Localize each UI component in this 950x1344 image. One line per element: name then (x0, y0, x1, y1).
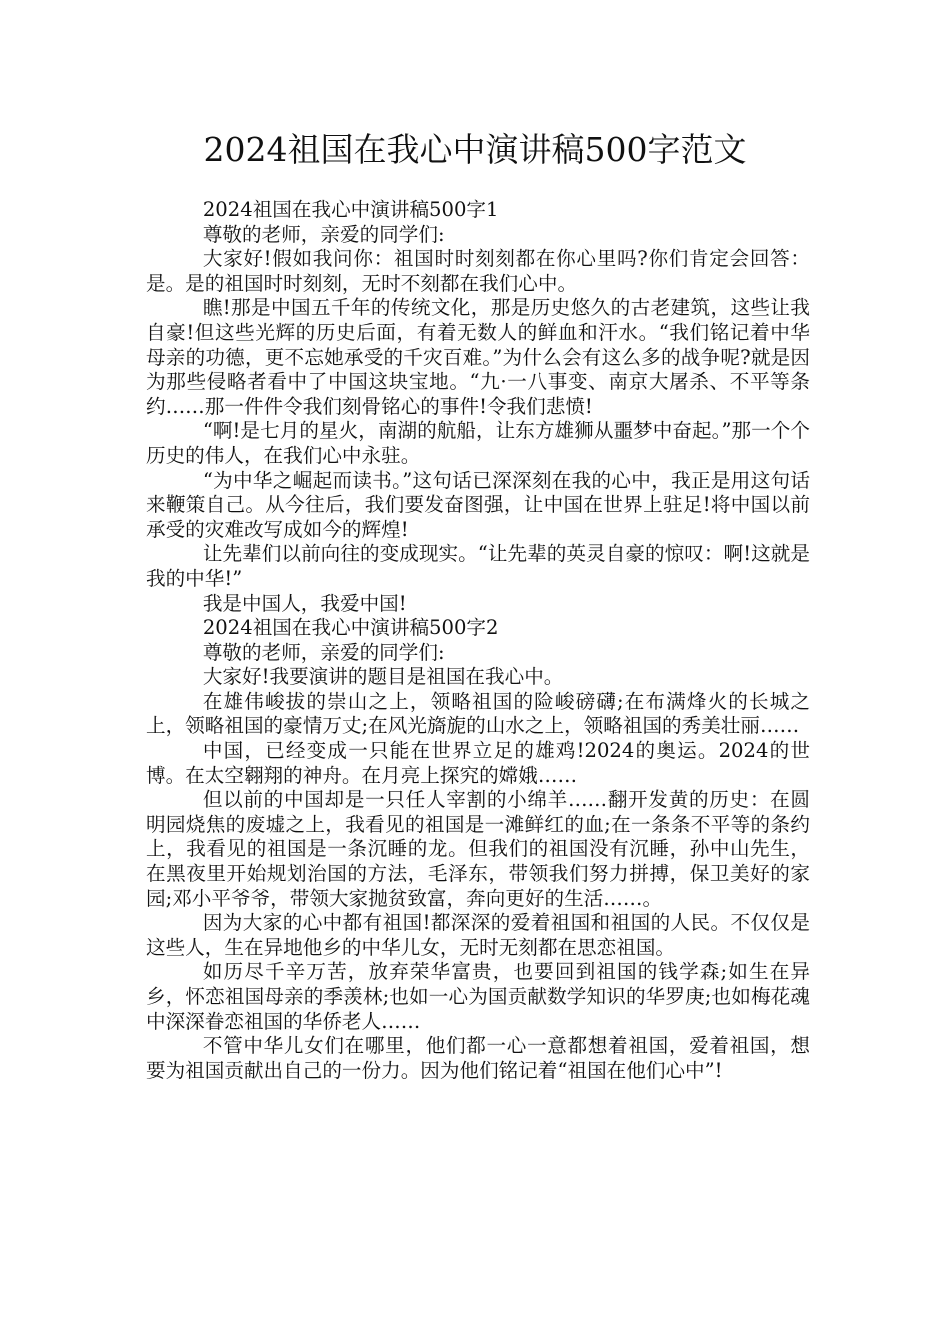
body-paragraph: 不管中华儿女们在哪里，他们都一心一意都想着祖国，爱着祖国，想要为祖国贡献出自己的一份力。因为他们铭记着“祖国在他们心中”! (146, 1034, 810, 1082)
body-paragraph: 大家好!我要演讲的题目是祖国在我心中。 (202, 665, 564, 689)
body-paragraph: 让先辈们以前向往的变成现实。“让先辈的英灵自豪的惊叹：啊!这就是我的中华!” (146, 542, 810, 590)
body-paragraph: 如历尽千辛万苦，放弃荣华富贵，也要回到祖国的钱学森;如生在异乡，怀恋祖国母亲的季羡林;也如一心为国贡献数学知识的华罗庚;也如梅花魂中深深眷恋祖国的华侨老人…… (146, 960, 810, 1033)
body-paragraph: “啊!是七月的星火，南湖的航船，让东方雄狮从噩梦中奋起。”那一个个历史的伟人，在我们心中永驻。 (146, 419, 810, 467)
body-paragraph: 但以前的中国却是一只任人宰割的小绵羊……翻开发黄的历史：在圆明园烧焦的废墟之上，我看见的祖国是一滩鲜红的血;在一条条不平等的条约上，我看见的祖国是一条沉睡的龙。但我们的祖国没有沉睡，孙中山先生，在黑夜里开始规划治国的方法，毛泽东，带领我们努力拼搏，保卫美好的家园;邓小平爷爷，带领大家抛贫致富，奔向更好的生活……。 (146, 788, 810, 910)
document-title: 2024祖国在我心中演讲稿500字范文 (203, 130, 747, 169)
body-paragraph: “为中华之崛起而读书。”这句话已深深刻在我的心中，我正是用这句话来鞭策自己。从今往后，我们要发奋图强，让中国在世界上驻足!将中国以前承受的灾难改写成如今的辉煌! (146, 468, 810, 541)
body-paragraph: 我是中国人，我爱中国! (202, 591, 407, 615)
body-paragraph: 中国，已经变成一只能在世界立足的雄鸡!2024的奥运。2024的世博。在太空翱翔的神舟。在月亮上探究的嫦娥…… (146, 739, 810, 787)
heading-speech-2: 2024祖国在我心中演讲稿500字2 (202, 616, 499, 640)
greeting-paragraph: 尊敬的老师，亲爱的同学们: (202, 640, 445, 664)
body-paragraph: 因为大家的心中都有祖国!都深深的爱着祖国和祖国的人民。不仅仅是这些人，生在异地他乡的中华儿女，无时无刻都在思恋祖国。 (146, 911, 810, 959)
heading-speech-1: 2024祖国在我心中演讲稿500字1 (202, 198, 499, 221)
document-body (146, 198, 810, 1083)
body-paragraph: 在雄伟峻拔的崇山之上，领略祖国的险峻磅礴;在布满烽火的长城之上，领略祖国的豪情万丈;在风光旖旎的山水之上，领略祖国的秀美壮丽…… (146, 689, 810, 738)
greeting-paragraph: 尊敬的老师，亲爱的同学们: (202, 222, 445, 246)
body-paragraph: 瞧!那是中国五千年的传统文化，那是历史悠久的古老建筑，这些让我自豪!但这些光辉的历史后面，有着无数人的鲜血和汗水。“我们铭记着中华母亲的功德，更不忘她承受的千灾百难。”为什么会有这么多的战争呢?就是因为那些侵略者看中了中国这块宝地。“九·一八事变、南京大屠杀、不平等条约……那一件件令我们刻骨铭心的事件!令我们悲愤! (146, 296, 810, 418)
body-paragraph: 大家好!假如我问你：祖国时时刻刻都在你心里吗?你们肯定会回答：是。是的祖国时时刻刻，无时不刻都在我们心中。 (146, 247, 810, 295)
